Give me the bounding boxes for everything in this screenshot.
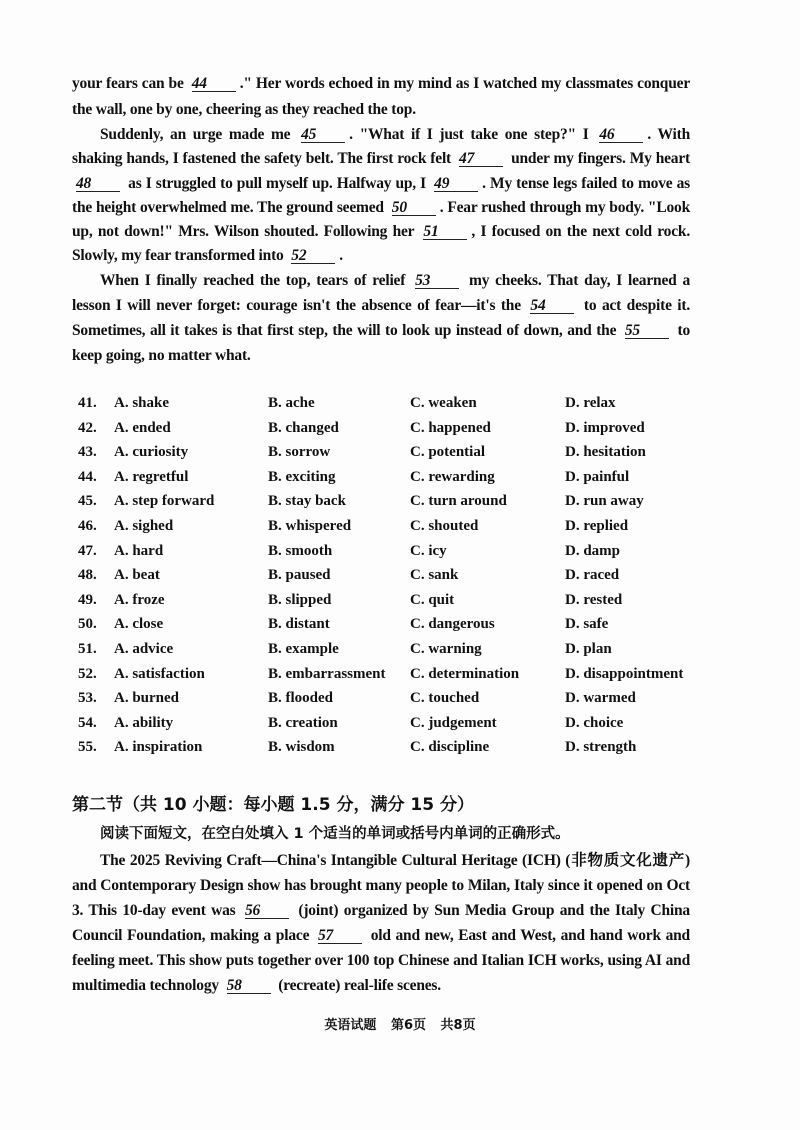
option-d[interactable]: D. relax [565, 395, 616, 411]
text-segment: Suddenly, an urge made me [100, 126, 298, 143]
text-segment: under my fingers. My heart [507, 150, 691, 167]
text-line [72, 926, 690, 946]
text-line [72, 74, 690, 94]
text-line [72, 321, 690, 341]
text-line [72, 174, 690, 194]
option-d[interactable]: D. strength [565, 739, 637, 756]
text-segment: your fears can be [72, 75, 188, 92]
text-segment: Council Foundation, making a place [72, 927, 314, 944]
option-d[interactable]: D. rested [565, 591, 623, 608]
text-line [72, 246, 690, 266]
answer-blank[interactable]: 55 [625, 323, 669, 339]
text-segment: . My tense legs failed to move as [482, 175, 690, 192]
text-line [100, 125, 690, 145]
question-number: 47. [78, 542, 97, 559]
option-a[interactable]: A. burned [114, 690, 180, 707]
section-instruction: 阅读下面短文，在空白处填入 1 个适当的单词或括号内单词的正确形式。 [100, 826, 570, 842]
text-segment: (joint) organized by Sun Media Group and the Italy China [292, 902, 690, 919]
text-segment: . "What if I just take one step?" I [349, 126, 596, 143]
question-number: 42. [78, 419, 97, 436]
option-b[interactable]: B. whispered [268, 518, 352, 534]
text-segment: the height overwhelmed me. The ground seemed [72, 199, 388, 216]
answer-blank[interactable]: 54 [530, 298, 574, 314]
option-a[interactable]: A. hard [114, 542, 164, 559]
text-segment: . [339, 247, 343, 264]
answer-blank[interactable]: 57 [318, 928, 362, 944]
option-d[interactable]: D. replied [565, 518, 629, 534]
option-b[interactable]: B. embarrassment [268, 665, 386, 682]
text-line [72, 951, 690, 971]
option-a[interactable]: A. inspiration [114, 739, 203, 756]
text-segment: (recreate) real-life scenes. [274, 977, 441, 994]
text-line [72, 222, 690, 242]
text-line [72, 346, 690, 366]
option-c[interactable]: C. happened [410, 419, 491, 436]
option-c[interactable]: C. judgement [410, 714, 497, 731]
page-footer: 英语试题 第6页 共8页 [324, 1018, 476, 1033]
option-d[interactable]: D. raced [565, 567, 620, 584]
answer-blank[interactable]: 44 [192, 76, 236, 92]
question-number: 41. [78, 395, 97, 411]
option-a[interactable]: A. curiosity [114, 444, 189, 461]
option-a[interactable]: A. beat [114, 567, 160, 584]
option-a[interactable]: A. close [114, 616, 164, 633]
text-line [100, 271, 690, 291]
option-c[interactable]: C. dangerous [410, 616, 495, 633]
text-segment: 3. This 10-day event was [72, 902, 241, 919]
option-a[interactable]: A. ended [114, 419, 171, 436]
option-b[interactable]: B. sorrow [268, 444, 331, 461]
text-segment: feeling meet. This show puts together over 100 top Chinese and Italian ICH works, using AI and [72, 952, 690, 969]
option-a[interactable]: A. satisfaction [114, 665, 205, 682]
text-line [72, 876, 690, 896]
text-segment: The 2025 Reviving Craft—China's Intangible Cultural Heritage (ICH) (非物质文化遗产) [100, 852, 690, 869]
text-segment: and Contemporary Design show has brought many people to Milan, Italy since it opened on Oct [72, 877, 690, 894]
question-number: 52. [78, 665, 97, 682]
option-d[interactable]: D. hesitation [565, 444, 646, 461]
answer-blank[interactable]: 56 [245, 903, 289, 919]
text-segment: to act despite it. [578, 297, 690, 314]
question-number: 55. [78, 739, 97, 756]
option-a[interactable]: A. ability [114, 714, 174, 731]
question-number: 44. [78, 468, 97, 485]
answer-blank[interactable]: 46 [599, 127, 643, 143]
option-d[interactable]: D. choice [565, 714, 624, 731]
text-segment: old and new, East and West, and hand work and [365, 927, 690, 944]
text-line [72, 296, 690, 316]
option-a[interactable]: A. shake [114, 395, 170, 411]
option-b[interactable]: B. creation [268, 714, 338, 731]
answer-blank[interactable]: 45 [301, 127, 345, 143]
section-heading: 第二节（共 10 小题：每小题 1.5 分，满分 15 分） [72, 795, 474, 815]
option-c[interactable]: C. shouted [410, 518, 479, 534]
text-line [100, 851, 690, 871]
option-b[interactable]: B. example [268, 641, 339, 657]
text-segment: the wall, one by one, cheering as they reached the top. [72, 101, 416, 118]
option-b[interactable]: B. stay back [268, 493, 346, 510]
option-c[interactable]: C. turn around [410, 493, 507, 510]
question-number: 48. [78, 567, 97, 584]
text-line [72, 100, 690, 120]
option-c[interactable]: C. quit [410, 591, 455, 608]
question-number: 50. [78, 616, 97, 633]
option-c[interactable]: C. touched [410, 690, 480, 707]
question-number: 43. [78, 444, 97, 461]
option-c[interactable]: C. discipline [410, 739, 490, 756]
text-segment: as I struggled to pull myself up. Halfway up, I [124, 175, 431, 192]
option-a[interactable]: A. sighed [114, 518, 174, 534]
answer-blank[interactable]: 53 [415, 273, 459, 289]
option-b[interactable]: B. paused [268, 567, 331, 584]
text-segment: . With [647, 126, 690, 143]
question-number: 49. [78, 591, 97, 608]
option-c[interactable]: C. potential [410, 444, 485, 461]
option-d[interactable]: D. painful [565, 468, 630, 485]
option-c[interactable]: C. icy [410, 542, 447, 559]
answer-blank[interactable]: 50 [392, 200, 436, 216]
answer-blank[interactable]: 47 [459, 151, 503, 167]
text-line [72, 198, 690, 218]
option-d[interactable]: D. plan [565, 641, 612, 657]
question-number: 54. [78, 714, 97, 731]
question-number: 46. [78, 518, 97, 534]
option-d[interactable]: D. run away [565, 493, 644, 510]
answer-blank[interactable]: 52 [291, 248, 335, 264]
text-segment: . Fear rushed through my body. "Look [439, 199, 690, 216]
text-segment: my cheeks. That day, I learned a [463, 272, 690, 289]
answer-blank[interactable]: 51 [423, 224, 467, 240]
text-segment: , I focused on the next cold rock. [471, 223, 690, 240]
option-b[interactable]: B. exciting [268, 468, 336, 485]
text-segment: lesson I will never forget: courage isn't the absence of fear—it's the [72, 297, 527, 314]
text-segment: Sometimes, all it takes is that first step, the will to look up instead of down, and the [72, 322, 621, 339]
text-segment: to [672, 322, 690, 339]
option-b[interactable]: B. slipped [268, 591, 332, 608]
option-b[interactable]: B. smooth [268, 542, 333, 559]
option-a[interactable]: A. advice [114, 641, 174, 657]
text-line [72, 149, 690, 169]
option-c[interactable]: C. sank [410, 567, 459, 584]
option-a[interactable]: A. step forward [114, 493, 215, 510]
option-b[interactable]: B. flooded [268, 690, 334, 707]
option-b[interactable]: B. ache [268, 395, 315, 411]
text-line [72, 976, 690, 996]
text-segment: up, not down!" Mrs. Wilson shouted. Following her [72, 223, 420, 240]
option-b[interactable]: B. distant [268, 616, 330, 633]
question-number: 45. [78, 493, 97, 510]
answer-blank[interactable]: 48 [76, 176, 120, 192]
option-c[interactable]: C. weaken [410, 395, 477, 411]
text-segment: shaking hands, I fastened the safety belt. The first rock felt [72, 150, 456, 167]
text-segment: keep going, no matter what. [72, 347, 251, 364]
option-b[interactable]: B. wisdom [268, 739, 335, 756]
option-a[interactable]: A. regretful [114, 468, 189, 485]
question-number: 53. [78, 690, 97, 707]
option-c[interactable]: C. warning [410, 641, 482, 657]
answer-blank[interactable]: 49 [434, 176, 478, 192]
option-d[interactable]: D. safe [565, 616, 609, 633]
option-d[interactable]: D. warmed [565, 690, 636, 707]
option-d[interactable]: D. damp [565, 542, 621, 559]
option-b[interactable]: B. changed [268, 419, 339, 436]
option-a[interactable]: A. froze [114, 591, 165, 608]
option-c[interactable]: C. determination [410, 665, 520, 682]
answer-blank[interactable]: 58 [227, 978, 271, 994]
text-segment: When I finally reached the top, tears of relief [100, 272, 412, 289]
text-line [72, 901, 690, 921]
text-segment: multimedia technology [72, 977, 223, 994]
option-c[interactable]: C. rewarding [410, 468, 495, 485]
option-d[interactable]: D. disappointment [565, 665, 684, 682]
question-number: 51. [78, 641, 97, 657]
option-d[interactable]: D. improved [565, 419, 645, 436]
text-segment: Slowly, my fear transformed into [72, 247, 288, 264]
text-segment: ." Her words echoed in my mind as I watched my classmates conquer [239, 75, 690, 92]
